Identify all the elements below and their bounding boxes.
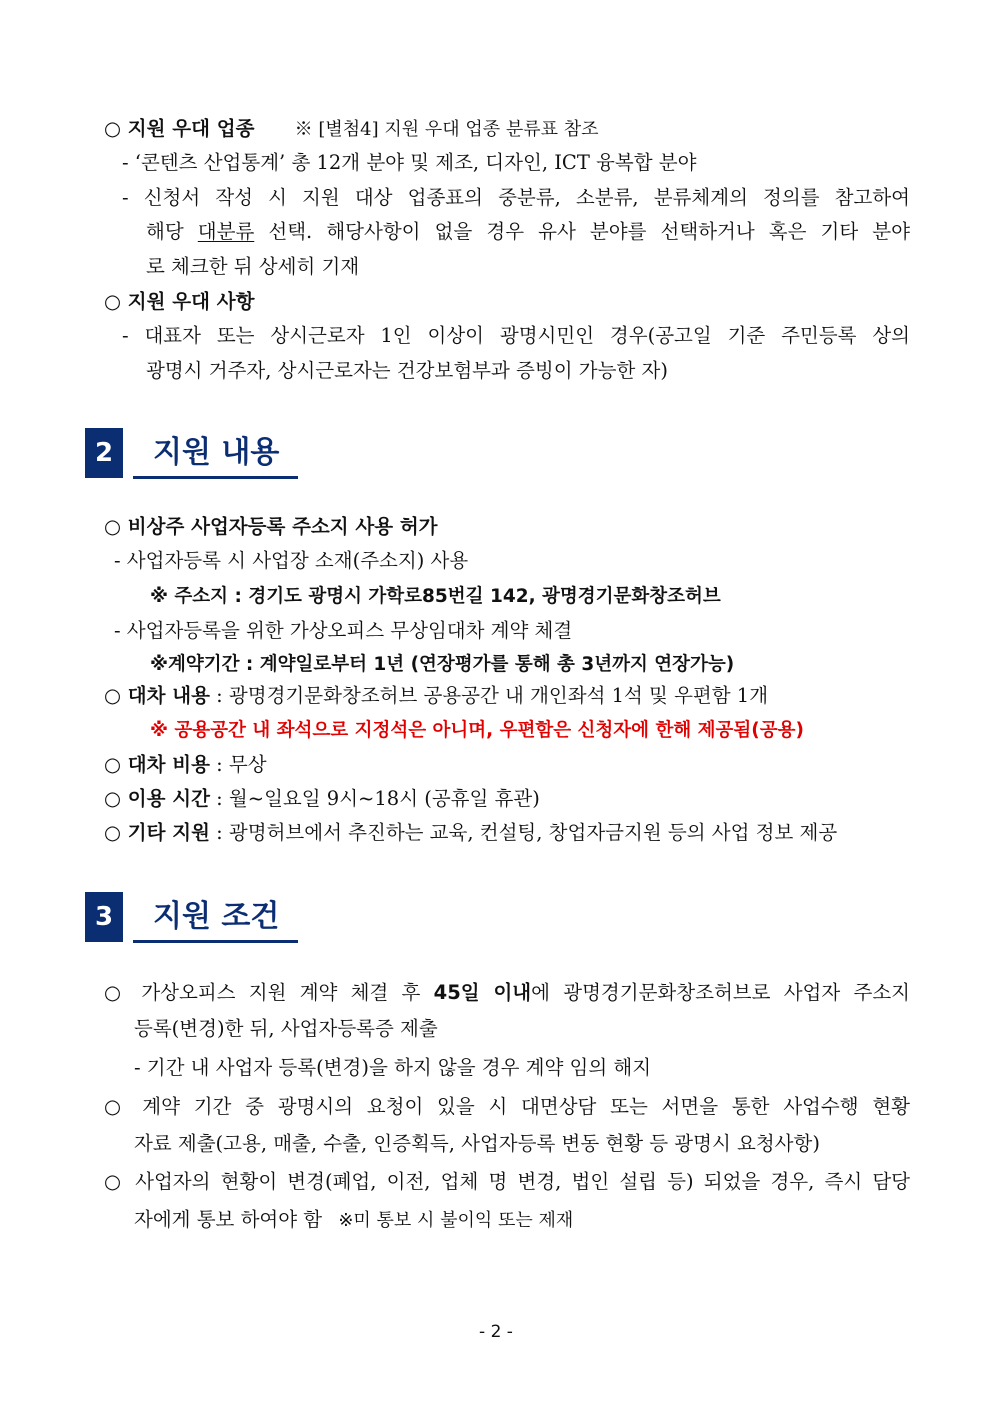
address-use-heading: ○ 비상주 사업자등록 주소지 사용 허가 — [104, 515, 438, 538]
bullet-virtual-office-contract: - 사업자등록을 위한 가상오피스 무상임대차 계약 체결 — [114, 619, 573, 642]
text-fragment: 해당 — [146, 220, 198, 243]
deadline-45-days: 45일 이내 — [433, 981, 532, 1004]
text-fragment: 에 광명경기문화창조허브로 사업자 주소지 — [531, 981, 910, 1004]
bullet-content-industry: - ‘콘텐츠 산업통계’ 총 12개 분야 및 제조, 디자인, ICT 융복합 분야 — [122, 151, 697, 174]
condition-status-change-cont — [134, 1207, 573, 1234]
bullet-gwangmyeong-resident-cont: 광명시 거주자, 상시근로자는 건강보험부과 증빙이 가능한 자) — [146, 359, 668, 382]
shared-seat-note: ※ 공용공간 내 좌석으로 지정석은 아니며, 우편함은 신청자에 한해 제공됨(공용) — [150, 720, 804, 741]
lease-cost-text: : 무상 — [209, 753, 267, 776]
page-number: - 2 - — [479, 1322, 513, 1342]
section-2-underline — [133, 476, 298, 479]
bullet-address-use: - 사업자등록 시 사업장 소재(주소지) 사용 — [114, 549, 469, 572]
condition-consultation: ○ 계약 기간 중 광명시의 요청이 있을 시 대면상담 또는 서면을 통한 사업수행 현황 — [104, 1095, 910, 1118]
section-3-number: 3 — [85, 892, 123, 942]
contract-period-note: ※계약기간 : 계약일로부터 1년 (연장평가를 통해 총 3년까지 연장가능) — [150, 654, 735, 675]
text-fragment: ○ 가상오피스 지원 계약 체결 후 — [104, 981, 434, 1004]
section-3-underline — [133, 940, 298, 943]
text-fragment: 선택. 해당사항이 없을 경우 유사 분야를 선택하거나 혹은 기타 분야 — [254, 220, 910, 243]
condition-register-address-cont: 등록(변경)한 뒤, 사업자등록증 제출 — [134, 1017, 438, 1040]
bullet-gwangmyeong-resident: - 대표자 또는 상시근로자 1인 이상이 광명시민인 경우(공고일 기준 주민등록 상의 — [122, 324, 910, 347]
preferred-industry-heading — [104, 116, 598, 143]
preferred-matters-heading: ○ 지원 우대 사항 — [104, 290, 255, 313]
bullet-application-form-cont — [146, 219, 910, 245]
usage-time-label: ○ 이용 시간 — [104, 787, 210, 810]
bullet-application-form: - 신청서 작성 시 지원 대상 업종표의 중분류, 소분류, 분류체계의 정의를 참고하여 — [122, 186, 910, 209]
address-note: ※ 주소지 : 경기도 광명시 가학로85번길 142, 광명경기문화창조허브 — [150, 586, 721, 607]
lease-cost-line — [104, 752, 267, 778]
condition-consultation-cont: 자료 제출(고용, 매출, 수출, 인증획득, 사업자등록 변동 현황 등 광명시 요청사항) — [134, 1132, 820, 1155]
lease-content-text: : 광명경기문화창조허브 공용공간 내 개인좌석 1석 및 우편함 1개 — [209, 684, 769, 707]
lease-content-label: ○ 대차 내용 — [104, 684, 210, 707]
other-support-line — [104, 820, 837, 846]
penalty-note: ※미 통보 시 불이익 또는 제재 — [338, 1210, 574, 1231]
lease-cost-label: ○ 대차 비용 — [104, 753, 210, 776]
bullet-contract-termination: - 기간 내 사업자 등록(변경)을 하지 않을 경우 계약 임의 해지 — [134, 1056, 652, 1079]
section-2-number: 2 — [85, 428, 123, 478]
preferred-industry-note: ※ [별첨4] 지원 우대 업종 분류표 참조 — [294, 119, 599, 140]
other-support-text: : 광명허브에서 추진하는 교육, 컨설팅, 창업자금지원 등의 사업 정보 제공 — [209, 821, 838, 844]
lease-content-line — [104, 683, 768, 709]
section-2-title: 지원 내용 — [153, 435, 280, 470]
usage-time-text: : 월~일요일 9시~18시 (공휴일 휴관) — [209, 787, 540, 810]
text-fragment: 자에게 통보 하여야 함 — [134, 1208, 329, 1231]
other-support-label: ○ 기타 지원 — [104, 821, 210, 844]
section-3-title: 지원 조건 — [153, 899, 280, 934]
major-category-text: 대분류 — [197, 220, 255, 243]
condition-status-change: ○ 사업자의 현황이 변경(폐업, 이전, 업체 명 변경, 법인 설립 등) 되었을 경우, 즉시 담당 — [104, 1170, 910, 1193]
bullet-application-form-end: 로 체크한 뒤 상세히 기재 — [146, 255, 360, 278]
preferred-industry-label: ○ 지원 우대 업종 — [104, 117, 255, 140]
condition-register-address — [104, 980, 910, 1006]
usage-time-line — [104, 786, 540, 812]
